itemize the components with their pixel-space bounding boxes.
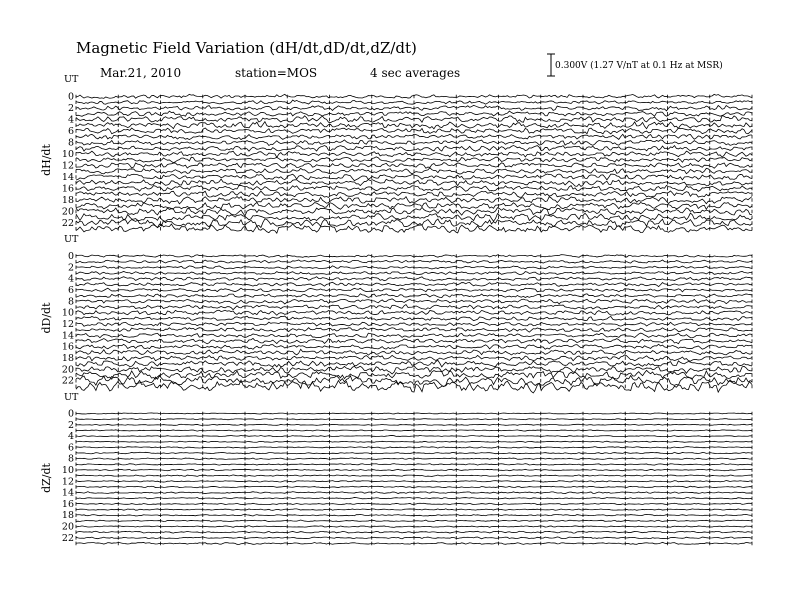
hour-label: 16 (61, 341, 74, 353)
hour-label: 22 (61, 375, 74, 387)
hour-label: 20 (61, 364, 74, 376)
hour-label: 0 (67, 408, 74, 420)
hour-label: 10 (61, 149, 74, 160)
hour-label: 20 (61, 206, 74, 218)
ut-axis-label: UT (64, 74, 79, 85)
hour-label: 12 (61, 160, 74, 172)
scale-label: 0.300V (1.27 V/nT at 0.1 Hz at MSR) (555, 61, 723, 71)
hour-label: 2 (67, 262, 74, 274)
station-label: station=MOS (235, 66, 318, 80)
hour-label: 6 (67, 442, 74, 454)
hour-label: 8 (67, 453, 74, 465)
figure-title: Magnetic Field Variation (dH/dt,dD/dt,dZ/dt) (76, 39, 417, 57)
hour-label: 22 (61, 532, 74, 544)
panel-dddt (40, 234, 752, 393)
averaging-label: 4 sec averages (370, 66, 461, 80)
panel-ylabel: dZ/dt (40, 463, 53, 493)
hour-label: 14 (61, 487, 74, 499)
hour-label: 18 (61, 195, 74, 206)
panels-container (40, 74, 752, 545)
hour-label: 6 (67, 285, 74, 297)
hour-label: 16 (61, 183, 74, 195)
hour-label: 18 (61, 353, 74, 365)
hour-label: 20 (61, 521, 74, 533)
hour-label: 14 (61, 330, 74, 342)
hour-label: 4 (67, 431, 74, 443)
hour-label: 4 (67, 273, 74, 285)
date-label: Mar.21, 2010 (100, 66, 182, 80)
hour-label: 0 (67, 91, 74, 103)
hour-label: 16 (61, 498, 74, 510)
hour-label: 10 (61, 307, 74, 319)
hour-label: 4 (67, 114, 74, 126)
ut-axis-label: UT (64, 234, 79, 245)
hour-label: 12 (61, 476, 74, 488)
panel-dhdt (40, 74, 752, 233)
hour-label: 0 (67, 251, 74, 262)
ut-axis-label: UT (64, 392, 79, 403)
panel-ylabel: dD/dt (40, 302, 53, 334)
hour-label: 2 (67, 419, 74, 431)
hour-label: 6 (67, 126, 74, 137)
hour-label: 8 (67, 296, 74, 308)
hour-label: 2 (67, 103, 74, 114)
hour-label: 8 (67, 137, 74, 149)
hour-label: 18 (61, 510, 74, 522)
hour-label: 22 (61, 218, 74, 229)
hour-label: 12 (61, 319, 74, 331)
scale-indicator (547, 54, 723, 76)
panel-dzdt (40, 392, 752, 545)
hour-label: 14 (61, 172, 74, 183)
panel-ylabel: dH/dt (40, 144, 53, 176)
hour-label: 10 (61, 465, 74, 476)
